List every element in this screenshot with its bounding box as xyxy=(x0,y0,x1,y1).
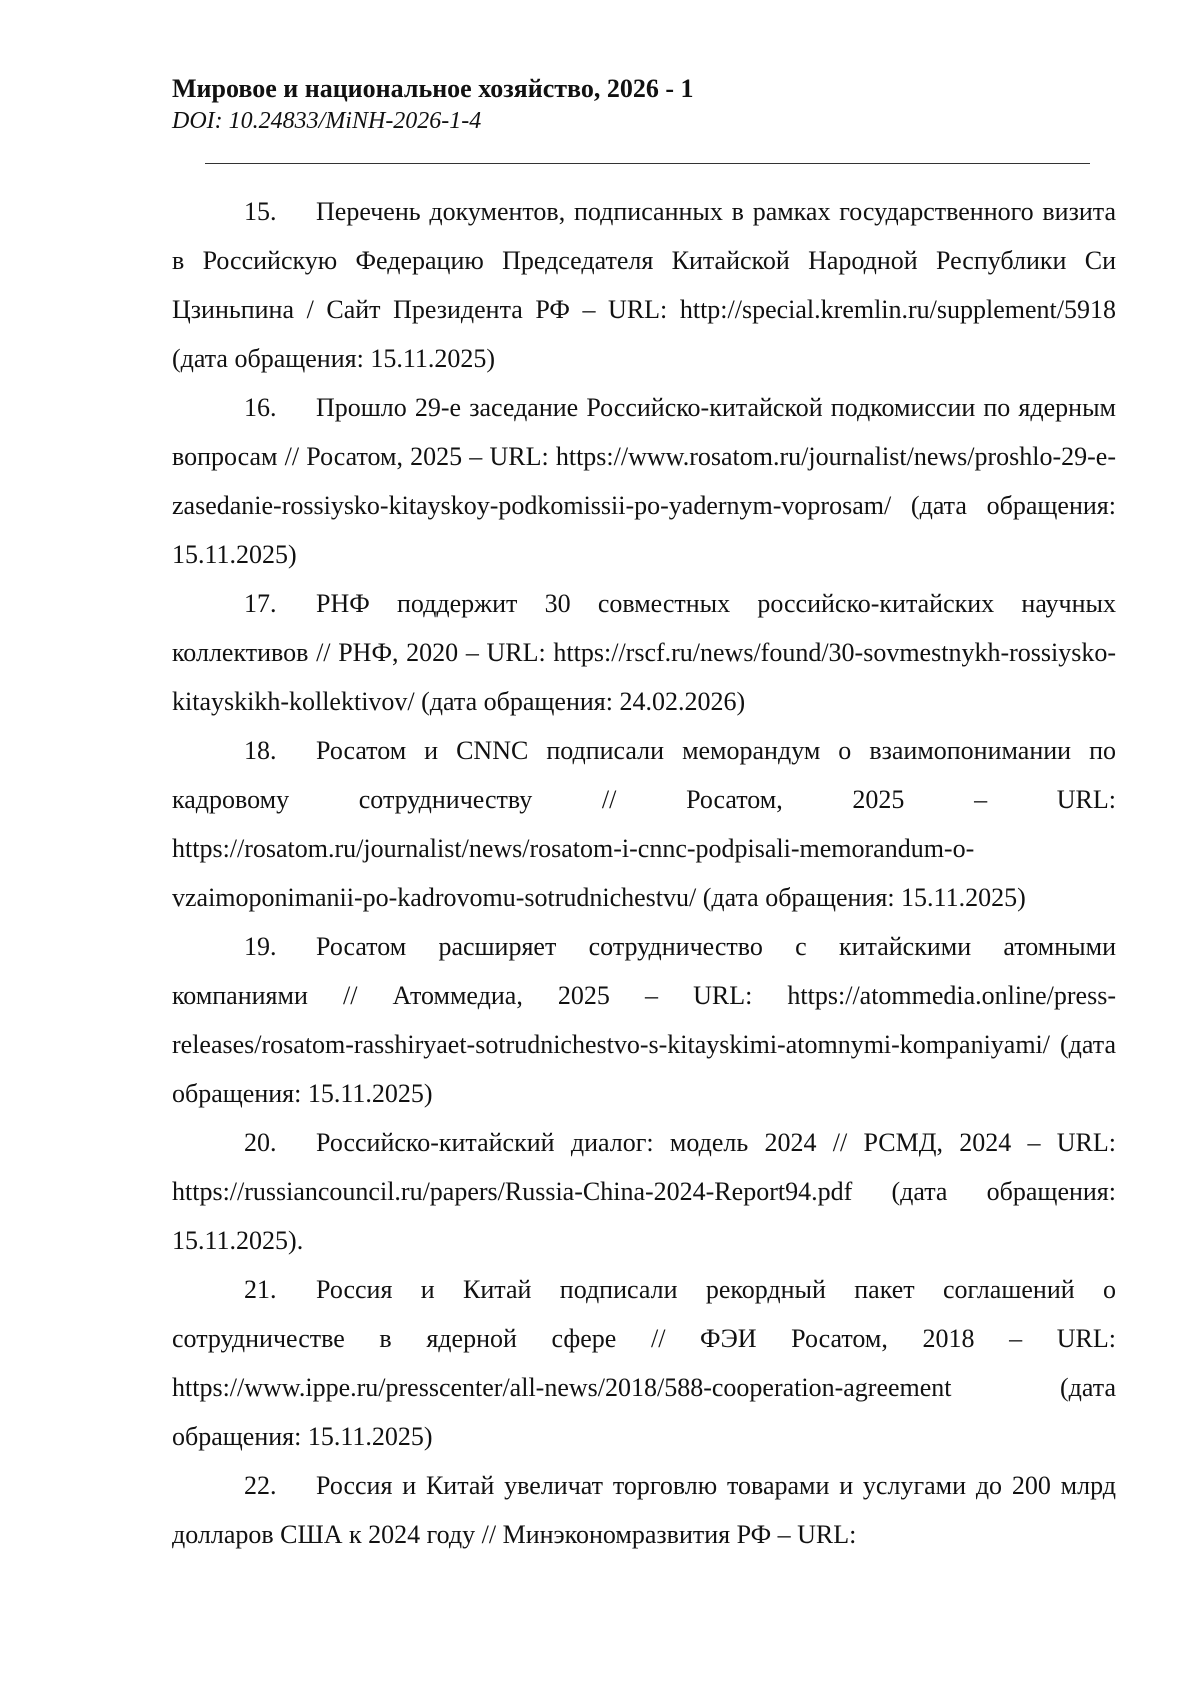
reference-number: 17. xyxy=(244,589,277,618)
reference-text: Российско-китайский диалог: модель 2024 // РСМД, 2024 – URL: https://russiancouncil.ru/papers/Russia-China-2024-Report94.pdf (дата обращения: 15.11.2025). xyxy=(172,1128,1116,1255)
reference-number: 15. xyxy=(244,197,277,226)
reference-item-19 xyxy=(172,922,1116,1118)
reference-item-17 xyxy=(172,579,1116,726)
reference-text: РНФ поддержит 30 совместных российско-китайских научных коллективов // РНФ, 2020 – URL: https://rscf.ru/news/found/30-sovmestnykh-rossiysko-kitayskikh-kollektivov/ (дата обращения: 24.02.2026) xyxy=(172,589,1116,716)
reference-list xyxy=(172,187,1116,1559)
header-divider xyxy=(205,163,1090,164)
reference-text: Прошло 29-е заседание Российско-китайской подкомиссии по ядерным вопросам // Росатом, 2025 – URL: https://www.rosatom.ru/journalist/news/proshlo-29-e-zasedanie-rossiysko-kitayskoy-podkomissii-po-yadernym-voprosam/ (дата обращения: 15.11.2025) xyxy=(172,393,1116,569)
reference-text: Перечень документов, подписанных в рамках государственного визита в Российскую Федерацию Председателя Китайской Народной Республики Си Цзиньпина / Сайт Президента РФ – URL: http://special.kremlin.ru/supplement/5918 (дата обращения: 15.11.2025) xyxy=(172,197,1116,373)
reference-item-18 xyxy=(172,726,1116,922)
reference-item-15 xyxy=(172,187,1116,383)
reference-number: 22. xyxy=(244,1471,277,1500)
reference-item-20 xyxy=(172,1118,1116,1265)
reference-item-16 xyxy=(172,383,1116,579)
reference-number: 20. xyxy=(244,1128,277,1157)
journal-title: Мировое и национальное хозяйство, 2026 - 1 xyxy=(172,74,694,103)
reference-number: 18. xyxy=(244,736,277,765)
reference-number: 21. xyxy=(244,1275,277,1304)
page-header xyxy=(172,72,1122,136)
reference-text: Россия и Китай подписали рекордный пакет соглашений о сотрудничестве в ядерной сфере // ФЭИ Росатом, 2018 – URL: https://www.ippe.ru/presscenter/all-news/2018/588-cooperation-agreement (дата обращения: 15.11.2025) xyxy=(172,1275,1116,1451)
doi-line: DOI: 10.24833/MiNH-2026-1-4 xyxy=(172,108,482,134)
reference-number: 19. xyxy=(244,932,277,961)
reference-item-22 xyxy=(172,1461,1116,1559)
reference-text: Росатом и CNNC подписали меморандум о взаимопонимании по кадровому сотрудничеству // Росатом, 2025 – URL: https://rosatom.ru/journalist/news/rosatom-i-cnnc-podpisali-memorandum-o-vzaimoponimanii-po-kadrovomu-sotrudnichestvu/ (дата обращения: 15.11.2025) xyxy=(172,736,1116,912)
reference-number: 16. xyxy=(244,393,277,422)
reference-text: Росатом расширяет сотрудничество с китайскими атомными компаниями // Атоммедиа, 2025 – URL: https://atommedia.online/press-releases/rosatom-rasshiryaet-sotrudnichestvo-s-kitayskimi-atomnymi-kompaniyami/ (дата обращения: 15.11.2025) xyxy=(172,932,1116,1108)
reference-item-21 xyxy=(172,1265,1116,1461)
reference-text: Россия и Китай увеличат торговлю товарами и услугами до 200 млрд долларов США к 2024 году // Минэкономразвития РФ – URL: xyxy=(172,1471,1116,1549)
